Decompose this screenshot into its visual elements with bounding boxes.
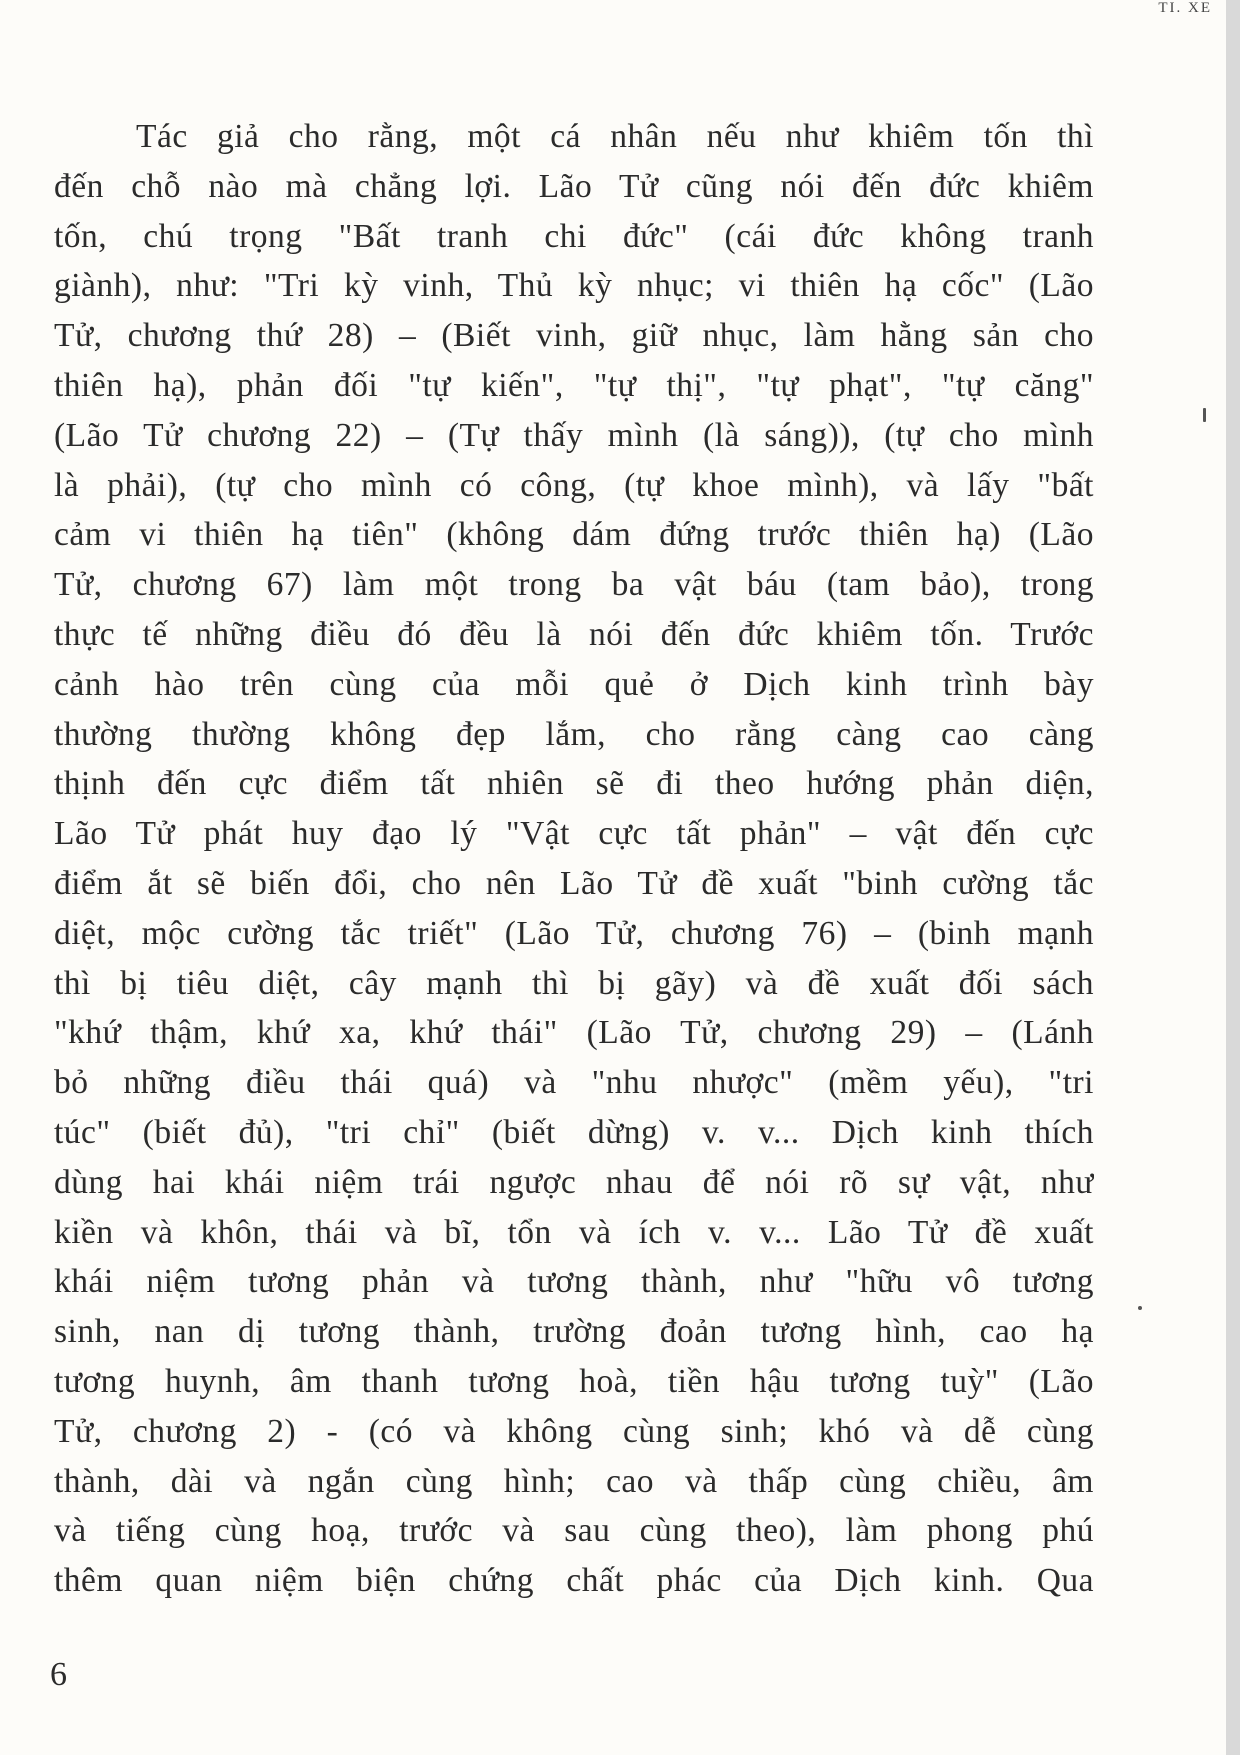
text-line: thì bị tiêu diệt, cây mạnh thì bị gãy) và đề xuất đối sách: [54, 964, 1094, 1002]
text-line: Tử, chương 2) - (có và không cùng sinh; khó và dễ cùng: [54, 1412, 1094, 1450]
text-line: thực tế những điều đó đều là nói đến đức khiêm tốn. Trước: [54, 615, 1094, 653]
text-line: cảnh hào trên cùng của mỗi quẻ ở Dịch kinh trình bày: [54, 665, 1094, 703]
text-line: Lão Tử phát huy đạo lý "Vật cực tất phản" – vật đến cực: [54, 815, 1094, 853]
text-line: cảm vi thiên hạ tiên" (không dám đứng trước thiên hạ) (Lão: [54, 516, 1094, 554]
text-line: (Lão Tử chương 22) – (Tự thấy mình (là sáng)), (tự cho mình: [54, 416, 1094, 454]
scan-speck: [1203, 408, 1206, 422]
text-line: túc" (biết đủ), "tri chỉ" (biết dừng) v. v... Dịch kinh thích: [54, 1113, 1094, 1151]
text-line: dùng hai khái niệm trái ngược nhau để nói rõ sự vật, như: [54, 1163, 1094, 1201]
text-line: thành, dài và ngắn cùng hình; cao và thấp cùng chiều, âm: [54, 1462, 1094, 1500]
text-line: bỏ những điều thái quá) và "nhu nhược" (mềm yếu), "tri: [54, 1064, 1094, 1102]
text-line: là phải), (tự cho mình có công, (tự khoe mình), và lấy "bất: [54, 466, 1094, 504]
text-line: điểm ắt sẽ biến đổi, cho nên Lão Tử đề xuất "binh cường tắc: [54, 864, 1094, 902]
text-line: thêm quan niệm biện chứng chất phác của Dịch kinh. Qua: [54, 1562, 1094, 1600]
body-text: [54, 112, 1094, 1606]
text-line: diệt, mộc cường tắc triết" (Lão Tử, chương 76) – (binh mạnh: [54, 914, 1094, 952]
page-number: 6: [50, 1656, 67, 1693]
text-line: Tử, chương 67) làm một trong ba vật báu (tam bảo), trong: [54, 566, 1094, 604]
text-line: Tử, chương thứ 28) – (Biết vinh, giữ nhục, làm hằng sản cho: [54, 317, 1094, 355]
text-line: tương huynh, âm thanh tương hoà, tiền hậu tương tuỳ" (Lão: [54, 1362, 1094, 1400]
text-line: thiên hạ), phản đối "tự kiến", "tự thị", "tự phạt", "tự căng": [54, 366, 1094, 404]
text-line: giành), như: "Tri kỳ vinh, Thủ kỳ nhục; vi thiên hạ cốc" (Lão: [54, 267, 1094, 305]
text-line: "khứ thậm, khứ xa, khứ thái" (Lão Tử, chương 29) – (Lánh: [54, 1014, 1094, 1052]
text-line: đến chỗ nào mà chẳng lợi. Lão Tử cũng nói đến đức khiêm: [54, 167, 1094, 205]
text-line: thường thường không đẹp lắm, cho rằng càng cao càng: [54, 715, 1094, 753]
page-edge-shadow: [1226, 0, 1240, 1755]
text-line: thịnh đến cực điểm tất nhiên sẽ đi theo hướng phản diện,: [54, 765, 1094, 803]
text-line: Tác giả cho rằng, một cá nhân nếu như khiêm tốn thì: [136, 118, 1094, 155]
scan-speck: [1138, 1306, 1142, 1310]
text-line: sinh, nan dị tương thành, trường đoản tương hình, cao hạ: [54, 1313, 1094, 1351]
text-line: kiền và khôn, thái và bĩ, tổn và ích v. v... Lão Tử đề xuất: [54, 1213, 1094, 1251]
text-line: tốn, chú trọng "Bất tranh chi đức" (cái đức không tranh: [54, 217, 1094, 255]
text-line: và tiếng cùng hoạ, trước và sau cùng theo), làm phong phú: [54, 1512, 1094, 1550]
text-line: khái niệm tương phản và tương thành, như "hữu vô tương: [54, 1263, 1094, 1301]
corner-mark: TI. XE: [1158, 0, 1212, 16]
